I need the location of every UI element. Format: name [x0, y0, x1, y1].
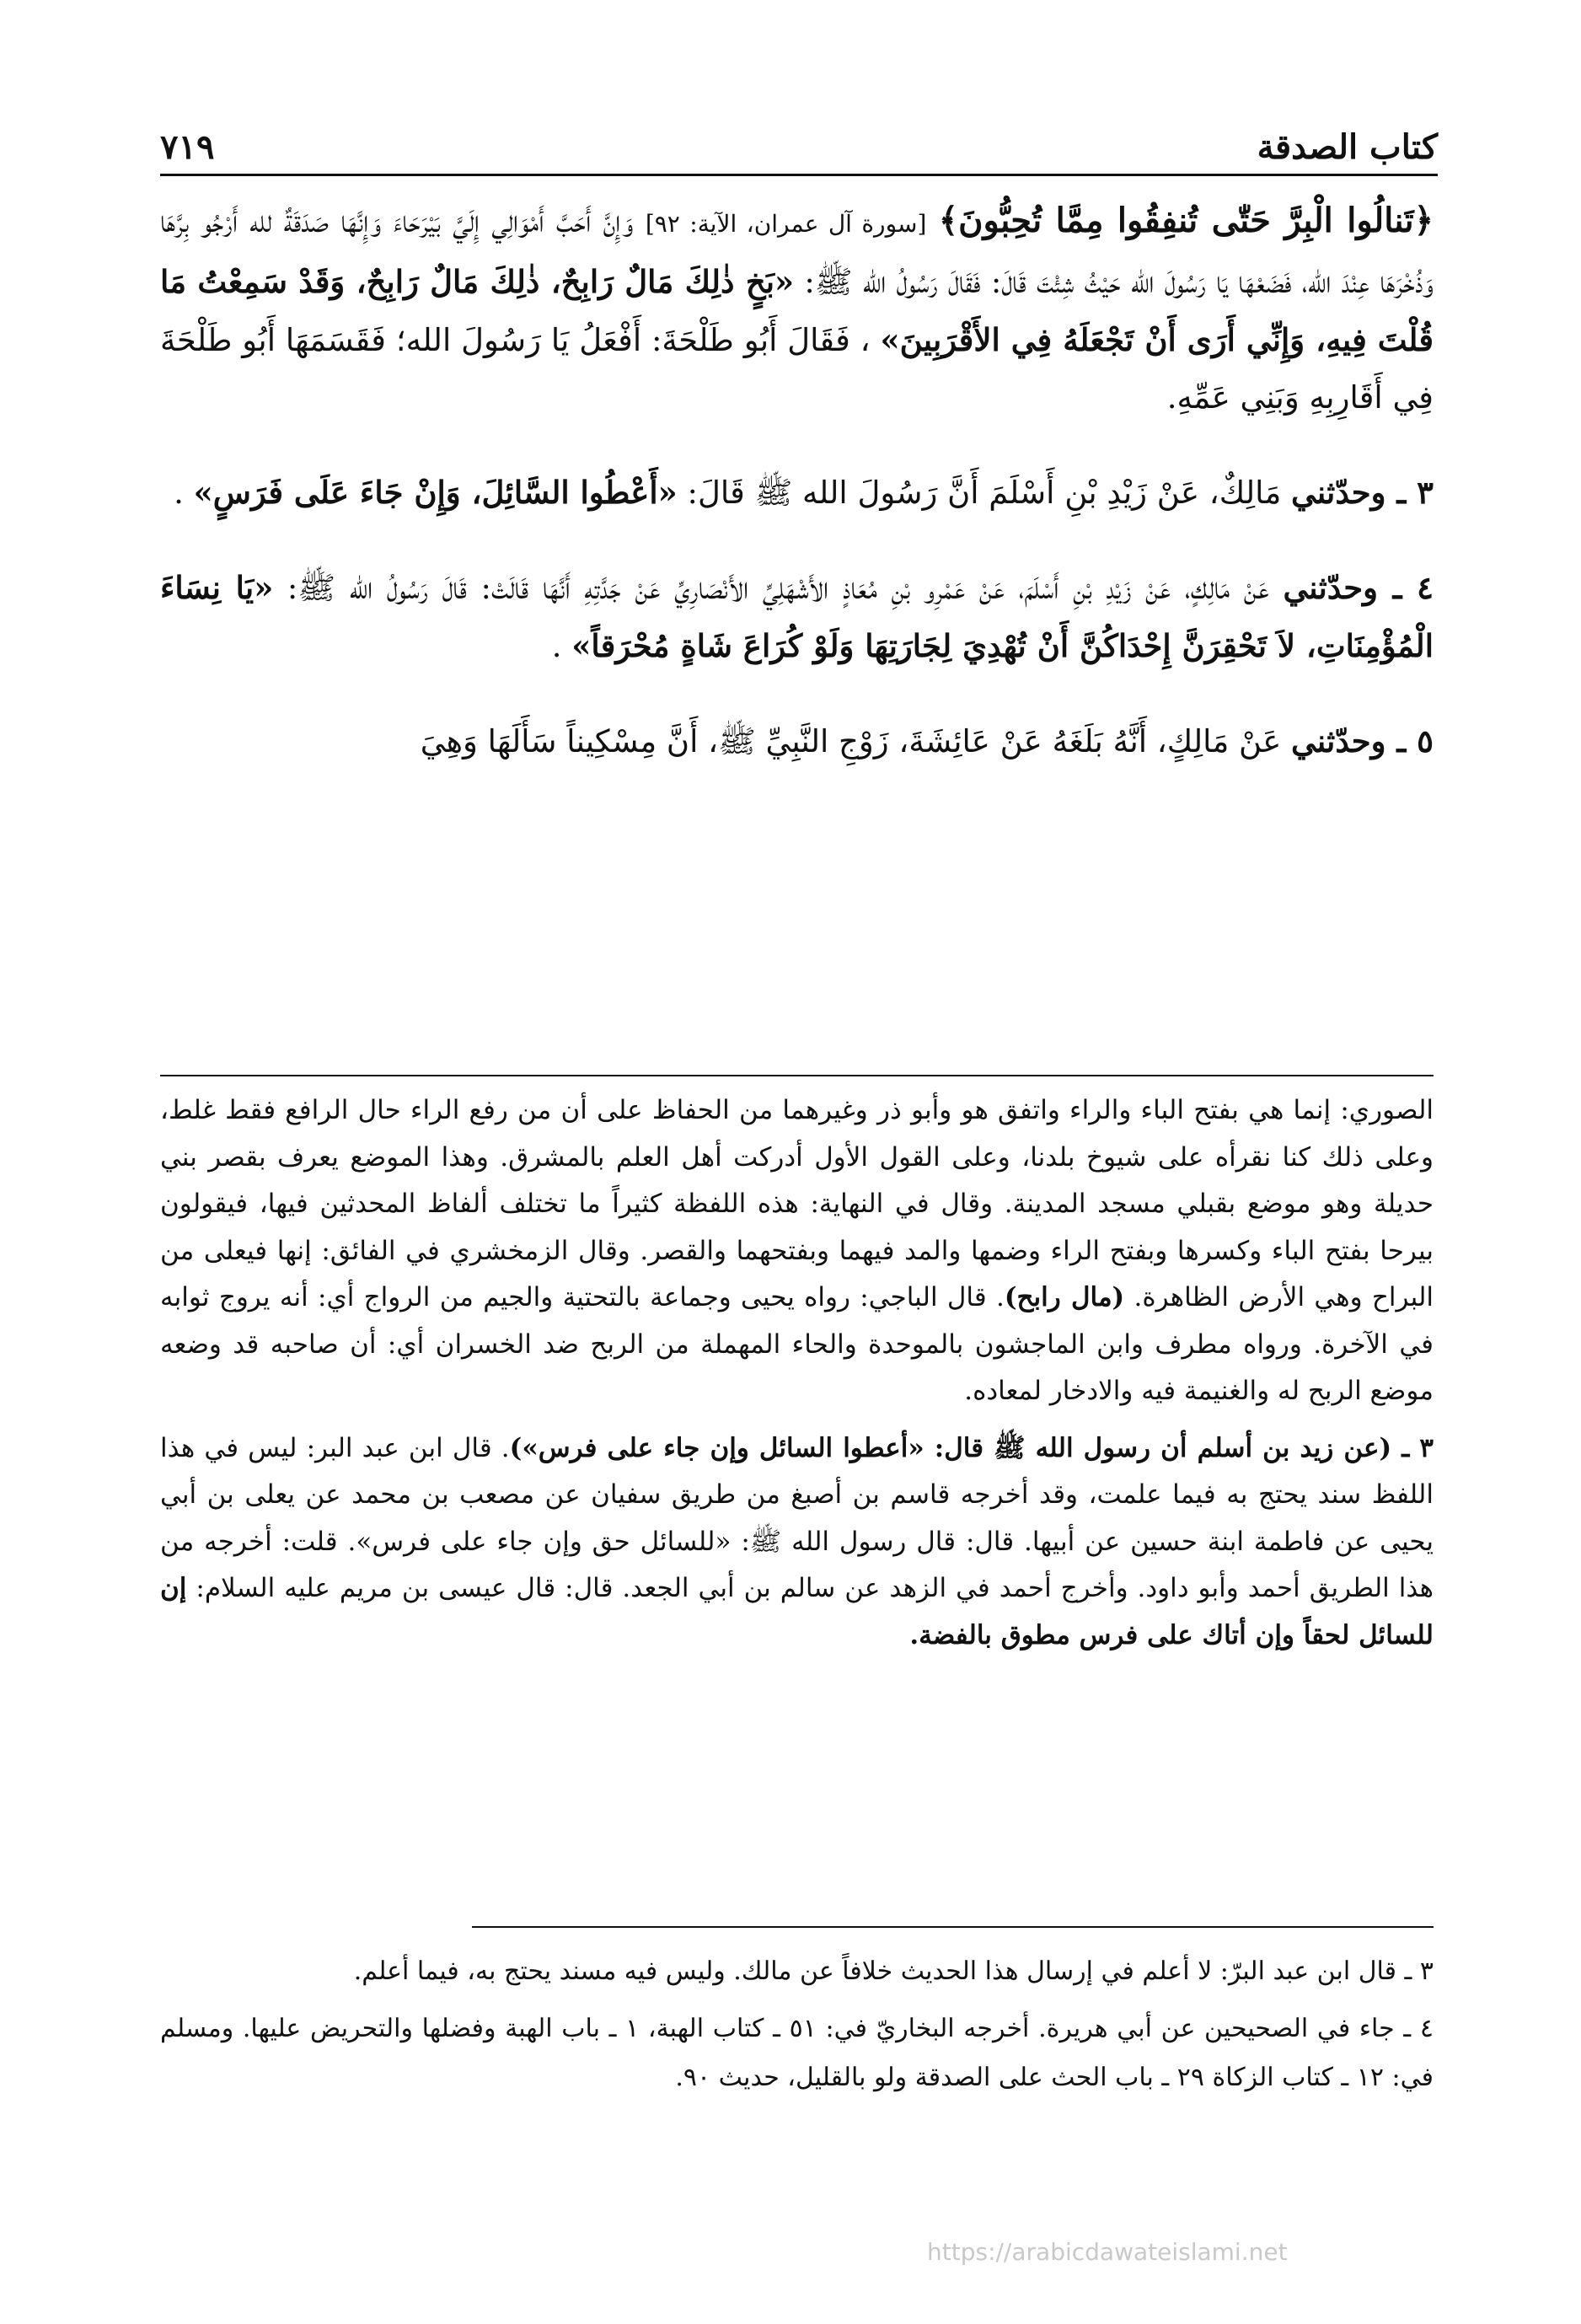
quran-verse: ﴿تَنالُوا الْبِرَّ حَتّٰى تُنفِقُوا مِمَّا تُحِبُّونَ﴾: [938, 201, 1434, 240]
prophet-saying: «بَخٍ ذٰلِكَ مَالٌ رَابِحٌ، ذٰلِكَ مَالٌ رَابِحٌ، وَقَدْ سَمِعْتُ مَا قُلْتَ فِيهِ، وَإِنِّي أَرَى أَنْ تَجْعَلَهُ فِي الأَقْرَبِينَ»: [160, 263, 1434, 358]
commentary-text: الصوري: إنما هي بفتح الباء والراء واتفق هو وأبو ذر وغيرهما من الحفاظ على أن من رفع الراء حال الرافع فقط غلط، وعلى ذلك كنا نقرأه على شيوخ بلدنا، وعلى القول الأول أدركت أهل العلم بالمشرق. وهذا الموضع يعرف بقصر بني حديلة وهو موضع بقبلي مسجد المدينة. وقال في النهاية: هذه اللفظة كثيراً ما تختلف ألفاظ المحدثين فيها، فيقولون بيرحا بفتح الباء وكسرها وبفتح الراء وضمها والمد فيهما وبفتحهما والقصر. وقال الزمخشري في الفائق: إنها فيعلى من البراح وهي الأرض الظاهرة.: [160, 1095, 1434, 1312]
prophet-saying: «يَا نِسَاءَ الْمُؤْمِنَاتِ، لاَ تَحْقِرَنَّ إِحْدَاكُنَّ أَنْ تُهْدِيَ لِجَارَتِهَا وَلَوْ كُرَاعَ شَاةٍ مُحْرَقاً»: [160, 569, 1434, 664]
hadith-number: ٥ ـ وحدّثني: [1291, 722, 1434, 759]
commentary-quote: إن للسائل لحقاً وإن أتاك على فرس مطوق بالفضة.: [160, 1573, 1434, 1650]
hadith-end: .: [174, 475, 184, 511]
hadith-2-continuation: [160, 192, 1434, 427]
hadith-number: ٤ ـ وحدّثني: [1283, 569, 1434, 606]
hadith-4: [160, 559, 1434, 675]
hadith-text-end: ، فَقَالَ أَبُو طَلْحَةَ: أَفْعَلُ يَا رَسُولَ الله؛ فَقَسَمَهَا أَبُو طَلْحَةَ فِي أَقَارِبِهِ وَبَنِي عَمِّهِ.: [160, 322, 1434, 416]
page-header: [160, 116, 1438, 176]
footnote-4: ٤ ـ جاء في الصحيحين عن أبي هريرة. أخرجه البخاريّ في: ٥١ ـ كتاب الهبة، ١ ـ باب الهبة وفضلها والتحريض عليها. ومسلم في: ١٢ ـ كتاب الزكاة ٢٩ ـ باب الحث على الصدقة ولو بالقليل، حديث ٩٠.: [160, 2014, 1434, 2092]
hadith-text: عَنْ مَالِكٍ، أَنَّهُ بَلَغَهُ عَنْ عَائِشَةَ، زَوْجِ النَّبِيِّ ﷺ، أَنَّ مِسْكِيناً سَأَلَهَا وَهِيَ: [420, 723, 1282, 759]
commentary-keyword: (مال رابح): [1004, 1282, 1125, 1312]
commentary-heading: ٣ ـ (عن زيد بن أسلم أن رسول الله ﷺ قال: «أعطوا السائل وإن جاء على فرس»): [509, 1432, 1434, 1463]
page-number: ٧١٩: [160, 127, 215, 167]
hadith-text: عَنْ مَالِكٍ، عَنْ زَيْدِ بْنِ أَسْلَمَ، عَنْ عَمْرِو بْنِ مُعَاذٍ الأَشْهَلِيِّ الأَنْصَارِيِّ عَنْ جَدَّتِهِ أَنَّهَا قَالَتْ: قَالَ رَسُولُ الله ﷺ:: [273, 570, 1269, 606]
hadith-text: وَإِنَّ أَحَبَّ أَمْوَالِي إِلَيَّ بَيْرَحَاءَ وَإِنَّهَا صَدَقَةٌ لله أَرْجُو بِرَّهَا وَذُخْرَهَا عِنْدَ الله، فَضَعْهَا يَا رَسُولَ الله حَيْثُ شِئْتَ قَالَ: فَقَالَ رَسُولُ الله ﷺ:: [160, 203, 1434, 300]
main-text: [160, 192, 1434, 808]
watermark-url: https://arabicdawateislami.net: [927, 2238, 1288, 2266]
footnote-3: ٣ ـ قال ابن عبد البرّ: لا أعلم في إرسال هذا الحديث خلافاً عن مالك. وليس فيه مسند يحتج به، فيما أعلم.: [353, 1956, 1434, 1986]
prophet-saying: «أَعْطُوا السَّائِلَ، وَإِنْ جَاءَ عَلَى فَرَسٍ»: [193, 474, 678, 511]
footnotes: [160, 1947, 1434, 2111]
commentary-text: . قال ابن عبد البر: ليس في هذا اللفظ سند يحتج به فيما علمت، وقد أخرجه قاسم بن أصبغ من طريق سفيان عن مصعب بن محمد عن يعلى بن أبي يحيى عن فاطمة ابنة حسين عن أبيها. قال: قال رسول الله ﷺ: «للسائل حق وإن جاء على فرس». قلت: أخرجه من هذا الطريق أحمد وأبو داود. وأخرج أحمد في الزهد عن سالم بن أبي الجعد. قال: قال عيسى بن مريم عليه السلام:: [160, 1432, 1434, 1603]
footnote-separator: [472, 1926, 1434, 1928]
hadith-3: [160, 464, 1434, 522]
hadith-5: [160, 712, 1434, 770]
commentary-text: . قال الباجي: رواه يحيى وجماعة بالتحتية والجيم من الرواج أي: أنه يروج ثوابه في الآخرة. ورواه مطرف وابن الماجشون بالموحدة والحاء المهملة من الربح ضد الخسران أي: أن صاحبه قد وضعه موضع الربح له والغنيمة فيه والادخار لمعاده.: [160, 1282, 1434, 1406]
commentary-paragraph: [160, 1087, 1434, 1415]
main-separator: [160, 1075, 1434, 1076]
hadith-end: .: [551, 628, 562, 664]
hadith-number: ٣ ـ وحدّثني: [1291, 474, 1434, 511]
commentary-paragraph: [160, 1425, 1434, 1660]
chapter-title: كتاب الصدقة: [1257, 127, 1438, 167]
hadith-text: مَالِكٌ، عَنْ زَيْدِ بْنِ أَسْلَمَ أَنَّ رَسُولَ الله ﷺ قَالَ:: [677, 475, 1282, 511]
commentary-notes: [160, 1087, 1434, 1669]
verse-reference: [سورة آل عمران، الآية: ٩٢]: [645, 210, 927, 238]
